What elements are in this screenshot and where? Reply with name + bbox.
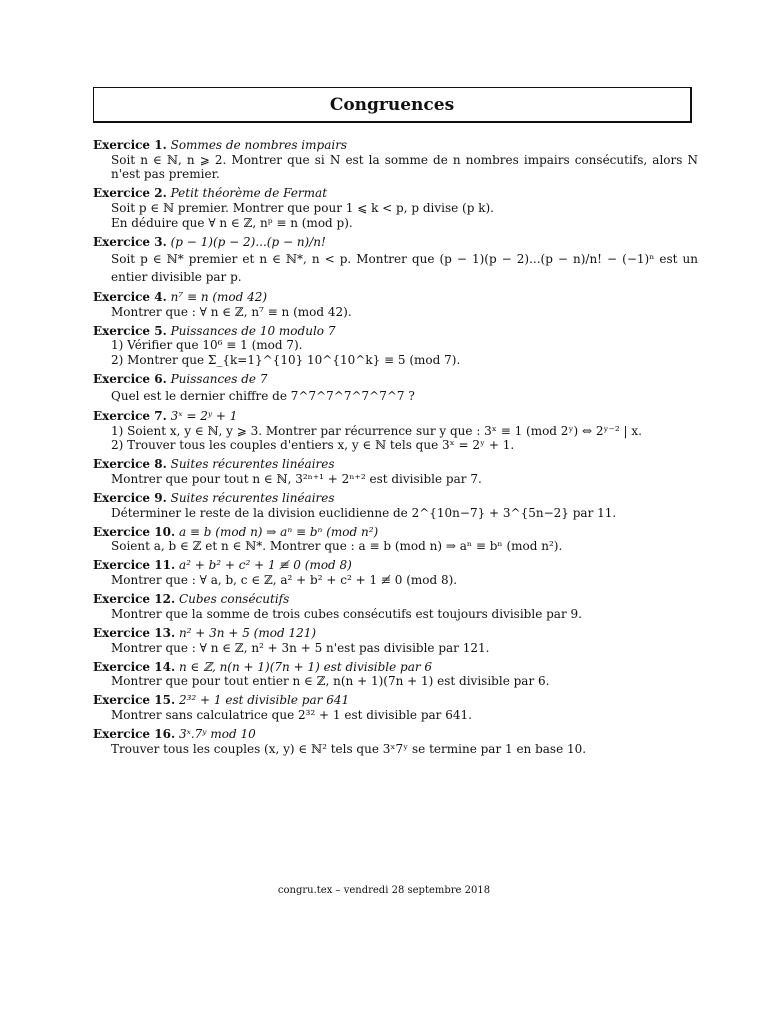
exercise-line: 2) Montrer que Σ_{k=1}^{10} 10^{10^k} ≡ 5 (mod 7).	[111, 352, 461, 367]
exercise-number: Exercice 9.	[93, 491, 167, 506]
exercise-subtitle: n⁷ ≡ n (mod 42)	[170, 289, 268, 304]
exercise-subtitle: Sommes de nombres impairs	[170, 138, 348, 152]
exercise-number: Exercice 2.	[93, 186, 167, 201]
exercise-line: Montrer que : ∀ n ∈ ℤ, n² + 3n + 5 n'est pas divisible par 121.	[111, 640, 490, 655]
exercise-4	[93, 290, 698, 319]
exercise-1	[93, 138, 698, 182]
exercise-12	[93, 592, 698, 621]
exercise-9	[93, 491, 698, 520]
exercise-number: Exercice 13.	[93, 625, 176, 640]
exercise-14	[93, 660, 698, 689]
exercise-subtitle: (p − 1)(p − 2)...(p − n)/n!	[170, 234, 326, 249]
exercise-number: Exercice 16.	[93, 726, 176, 741]
exercise-line: Montrer que la somme de trois cubes consécutifs est toujours divisible par 9.	[111, 606, 582, 621]
exercise-13	[93, 626, 698, 655]
exercise-subtitle: Suites récurentes linéaires	[170, 457, 335, 472]
exercise-list	[93, 138, 698, 761]
exercise-subtitle: Puissances de 10 modulo 7	[170, 323, 336, 338]
exercise-number: Exercice 8.	[93, 457, 167, 472]
exercise-2	[93, 186, 698, 230]
exercise-number: Exercice 11.	[93, 558, 176, 573]
exercise-line: 2) Trouver tous les couples d'entiers x, y ∈ ℕ tels que 3ˣ = 2ʸ + 1.	[111, 438, 515, 453]
title-box	[93, 87, 692, 123]
exercise-line: Montrer que pour tout entier n ∈ ℤ, n(n + 1)(7n + 1) est divisible par 6.	[111, 674, 550, 689]
exercise-line: Soit n ∈ ℕ, n ⩾ 2. Montrer que si N est la somme de n nombres impairs consécutifs, alors N n'est pas premier.	[111, 152, 698, 182]
exercise-line: Trouver tous les couples (x, y) ∈ ℕ² tels que 3ˣ7ʸ se termine par 1 en base 10.	[111, 741, 587, 756]
exercise-number: Exercice 7.	[93, 408, 167, 423]
exercise-line: Soit p ∈ ℕ premier. Montrer que pour 1 ⩽ k < p, p divise (p k).	[111, 201, 494, 216]
exercise-number: Exercice 12.	[93, 592, 176, 607]
exercise-subtitle: a² + b² + c² + 1 ≢ 0 (mod 8)	[178, 558, 352, 573]
exercise-subtitle: Suites récurentes linéaires	[170, 491, 335, 506]
page-title: Congruences	[329, 94, 455, 115]
exercise-10	[93, 525, 698, 554]
exercise-line: En déduire que ∀ n ∈ ℤ, nᵖ ≡ n (mod p).	[111, 215, 353, 230]
page-footer: congru.tex – vendredi 28 septembre 2018	[277, 885, 491, 896]
exercise-line: Montrer que : ∀ a, b, c ∈ ℤ, a² + b² + c² + 1 ≢ 0 (mod 8).	[111, 573, 458, 588]
exercise-number: Exercice 10.	[93, 524, 176, 539]
exercise-subtitle: n ∈ ℤ, n(n + 1)(7n + 1) est divisible par 6	[178, 659, 433, 674]
exercise-line: Montrer que : ∀ n ∈ ℤ, n⁷ ≡ n (mod 42).	[111, 304, 352, 319]
exercise-number: Exercice 1.	[93, 138, 167, 152]
exercise-line: Soit p ∈ ℕ* premier et n ∈ ℕ*, n < p. Montrer que (p − 1)(p − 2)...(p − n)/n! − (−1)ⁿ est un entier divisible par p.	[111, 251, 698, 284]
exercise-number: Exercice 4.	[93, 289, 167, 304]
exercise-7	[93, 409, 698, 453]
exercise-line: 1) Soient x, y ∈ ℕ, y ⩾ 3. Montrer par récurrence sur y que : 3ˣ ≡ 1 (mod 2ʸ) ⇔ 2ʸ⁻² | x.	[111, 423, 642, 438]
exercise-16	[93, 727, 698, 756]
exercise-line: Montrer que pour tout n ∈ ℕ, 3²ⁿ⁺¹ + 2ⁿ⁺² est divisible par 7.	[111, 472, 482, 487]
exercise-15	[93, 693, 698, 722]
exercise-subtitle: n² + 3n + 5 (mod 121)	[178, 625, 317, 640]
exercise-line: Quel est le dernier chiffre de 7^7^7^7^7^7^7 ?	[111, 388, 415, 403]
exercise-5	[93, 324, 698, 368]
exercise-number: Exercice 3.	[93, 234, 167, 249]
exercise-number: Exercice 6.	[93, 371, 167, 386]
exercise-subtitle: a ≡ b (mod n) ⇒ aⁿ ≡ bⁿ (mod n²)	[178, 524, 379, 539]
exercise-subtitle: Puissances de 7	[170, 371, 268, 386]
exercise-subtitle: 2³² + 1 est divisible par 641	[178, 693, 350, 708]
exercise-8	[93, 457, 698, 486]
exercise-line: 1) Vérifier que 10⁶ ≡ 1 (mod 7).	[111, 338, 303, 353]
exercise-subtitle: 3ˣ.7ʸ mod 10	[178, 726, 256, 741]
exercise-number: Exercice 14.	[93, 659, 176, 674]
exercise-11	[93, 558, 698, 587]
exercise-line: Soient a, b ∈ ℤ et n ∈ ℕ*. Montrer que : a ≡ b (mod n) ⇒ aⁿ ≡ bⁿ (mod n²).	[111, 539, 563, 554]
exercise-subtitle: Petit théorème de Fermat	[170, 186, 328, 201]
exercise-subtitle: Cubes consécutifs	[178, 592, 290, 607]
exercise-number: Exercice 5.	[93, 323, 167, 338]
exercise-number: Exercice 15.	[93, 693, 176, 708]
exercise-3	[93, 235, 698, 286]
exercise-line: Montrer sans calculatrice que 2³² + 1 est divisible par 641.	[111, 707, 472, 722]
exercise-line: Déterminer le reste de la division euclidienne de 2^{10n−7} + 3^{5n−2} par 11.	[111, 505, 617, 520]
exercise-6	[93, 372, 698, 405]
exercise-subtitle: 3ˣ = 2ʸ + 1	[170, 408, 238, 423]
